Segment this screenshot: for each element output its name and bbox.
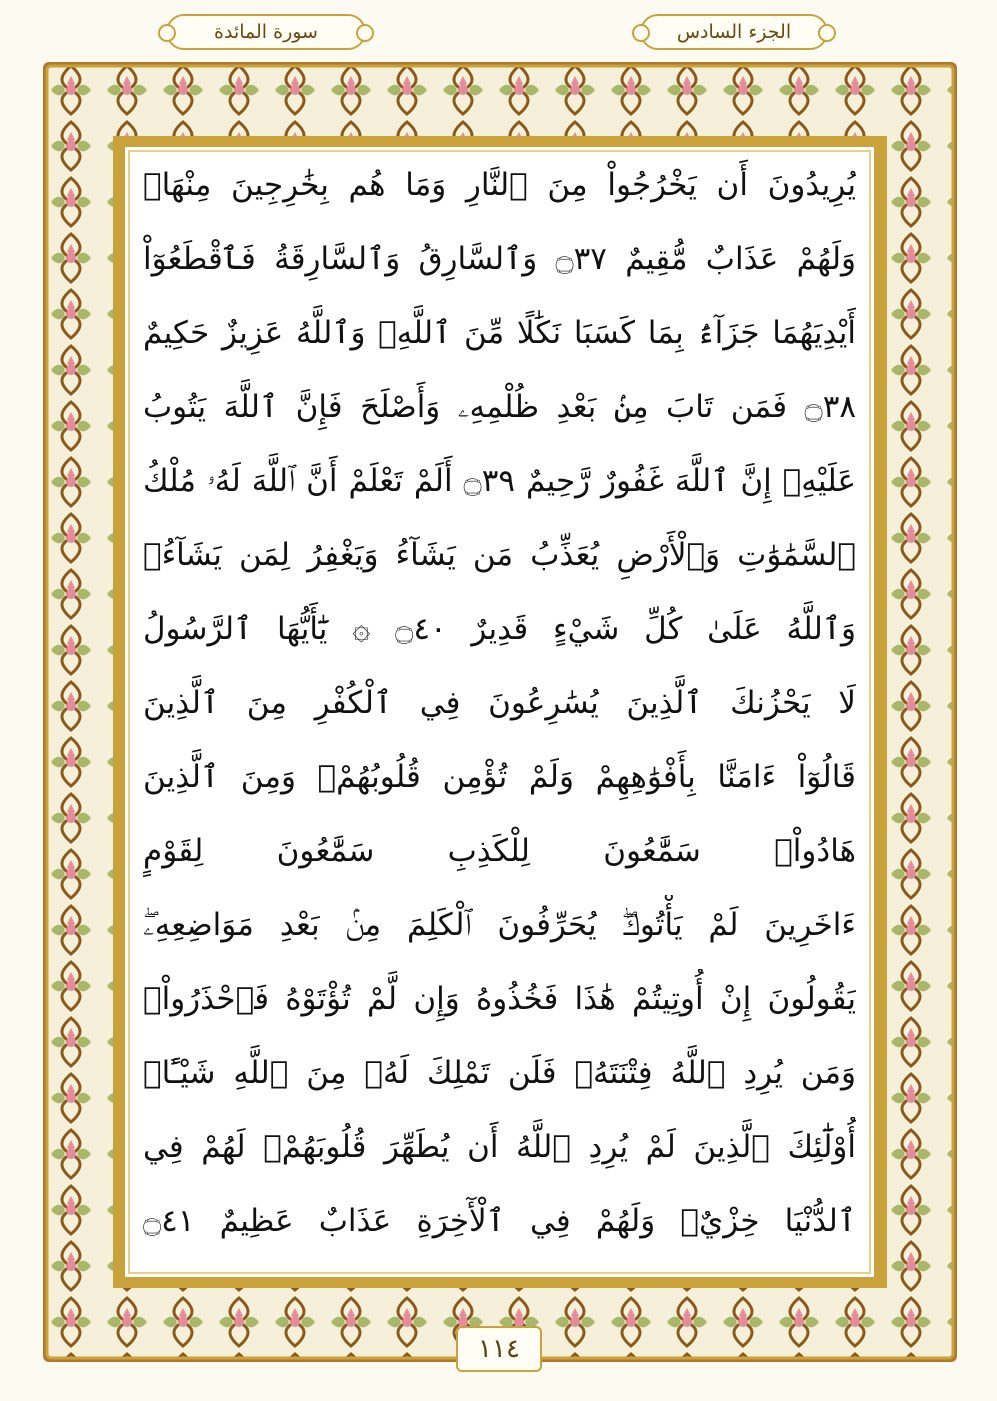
page-number: ١١٤	[478, 1334, 520, 1364]
text-line: وَلَهُمْ عَذَابٌ مُّقِيمٌ ۝٣٧ وَٱلسَّارِقُ وَٱلسَّارِقَةُ فَٱقْطَعُوٓاْ	[143, 241, 856, 277]
text-line: ۝٣٨ فَمَن تَابَ مِنۢ بَعْدِ ظُلْمِهِۦ وَأَصْلَحَ فَإِنَّ ٱللَّهَ يَتُوبُ	[143, 389, 856, 425]
surah-name-label: سورة المائدة	[214, 21, 318, 43]
text-line: ٱلسَّمَٰوَٰتِ وَٱلْأَرْضِ يُعَذِّبُ مَن يَشَآءُ وَيَغْفِرُ لِمَن يَشَآءُۗ	[143, 537, 856, 573]
juz-name-header	[640, 14, 828, 50]
text-line: يُرِيدُونَ أَن يَخْرُجُواْ مِنَ ٱلنَّارِ وَمَا هُم بِخَٰرِجِينَ مِنْهَاۖ	[143, 167, 856, 203]
text-line: هَادُواْۛ سَمَّٰعُونَ لِلْكَذِبِ سَمَّٰعُونَ لِقَوْمٍ	[143, 833, 856, 869]
text-line: وَٱللَّهُ عَلَىٰ كُلِّ شَيْءٍ قَدِيرٌ ۝٤٠ ۞ يَٰٓأَيُّهَا ٱلرَّسُولُ	[143, 611, 856, 647]
text-line: ٱلدُّنْيَا خِزْيٌۖ وَلَهُمْ فِي ٱلْأٓخِرَةِ عَذَابٌ عَظِيمٌ ۝٤١	[143, 1203, 856, 1239]
text-line: أُوْلَٰٓئِكَ ٱلَّذِينَ لَمْ يُرِدِ ٱللَّهُ أَن يُطَهِّرَ قُلُوبَهُمْۚ لَهُمْ فِي	[143, 1129, 856, 1165]
text-line: يَقُولُونَ إِنْ أُوتِيتُمْ هَٰذَا فَخُذُوهُ وَإِن لَّمْ تُؤْتَوْهُ فَٱحْذَرُواْۚ	[143, 981, 856, 1017]
text-line: قَالُوٓاْ ءَامَنَّا بِأَفْوَٰهِهِمْ وَلَمْ تُؤْمِن قُلُوبُهُمْۛ وَمِنَ ٱلَّذِينَ	[143, 759, 856, 795]
surah-name-header	[166, 14, 366, 50]
text-line: أَيْدِيَهُمَا جَزَآءَۢ بِمَا كَسَبَا نَكَٰلًا مِّنَ ٱللَّهِۗ وَٱللَّهُ عَزِيزٌ حَكِيمٌ	[143, 315, 856, 351]
quran-text-panel	[122, 144, 877, 1280]
text-line: لَا يَحْزُنكَ ٱلَّذِينَ يُسَٰرِعُونَ فِي ٱلْكُفْرِ مِنَ ٱلَّذِينَ	[143, 685, 856, 721]
text-line: ءَاخَرِينَ لَمْ يَأْتُوكَۖ يُحَرِّفُونَ ٱلْكَلِمَ مِنۢ بَعْدِ مَوَاضِعِهِۦۖ	[143, 907, 856, 943]
text-line: وَمَن يُرِدِ ٱللَّهُ فِتْنَتَهُۥ فَلَن تَمْلِكَ لَهُۥ مِنَ ٱللَّهِ شَيْـًٔاۚ	[143, 1055, 856, 1091]
page-number-box	[456, 1326, 542, 1372]
juz-name-label: الجزء السادس	[676, 21, 792, 43]
text-line: عَلَيْهِۗ إِنَّ ٱللَّهَ غَفُورٌ رَّحِيمٌ ۝٣٩ أَلَمْ تَعْلَمْ أَنَّ ٱللَّهَ لَهُۥ مُلْكُ	[143, 463, 856, 499]
